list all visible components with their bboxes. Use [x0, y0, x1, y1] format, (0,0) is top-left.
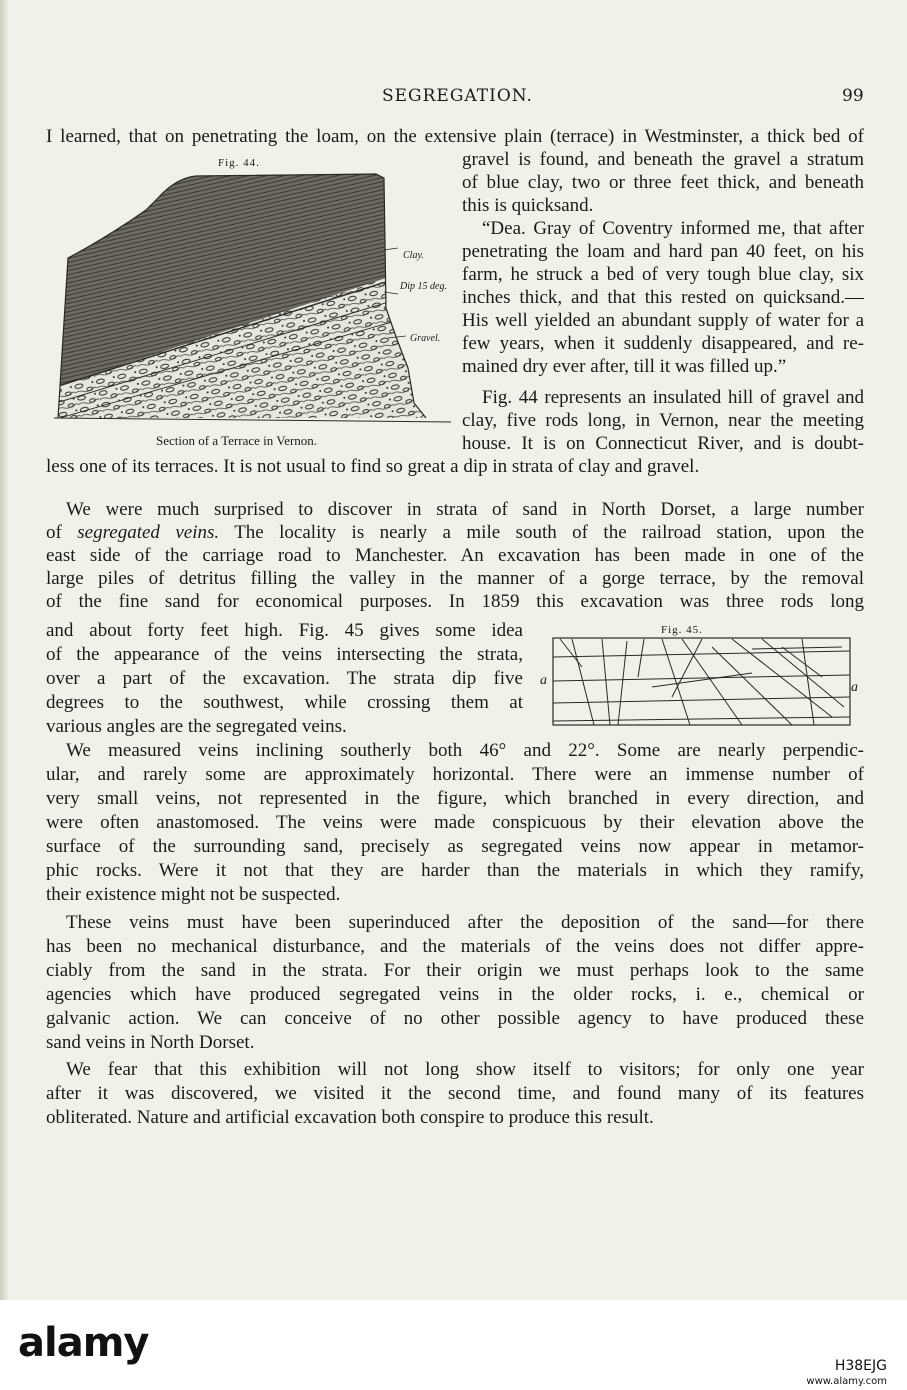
figure-45-label: Fig. 45.: [661, 624, 703, 636]
text-line: We fear that this exhibition will not long show itself to visitors; for only one year: [66, 1059, 864, 1080]
figure-44-label: Fig. 44.: [218, 157, 260, 169]
figure-45-vein-diagram: [552, 637, 852, 727]
figure-44-clay-label: Clay.: [403, 250, 424, 261]
page-number: 99: [842, 86, 864, 106]
text-line: We measured veins inclining southerly both 46° and 22°. Some are nearly perpendic-: [66, 740, 864, 761]
stock-watermark-bar: [0, 1300, 907, 1390]
watermark-url: www.alamy.com: [806, 1376, 887, 1387]
figure-44-dip-label: Dip 15 deg.: [400, 281, 447, 292]
text-line: His well yielded an abundant supply of water for a: [462, 310, 864, 331]
alamy-logo: alamy: [18, 1320, 149, 1366]
text-line: were often anastomosed. The veins were made conspicuous by their elevation above the: [46, 812, 864, 833]
figure-45-mark-left: a: [540, 673, 547, 688]
italic-term: segregated veins.: [77, 522, 220, 543]
page-header: [0, 86, 907, 110]
text-line: very small veins, not represented in the figure, which branched in every direction, and: [46, 788, 864, 809]
text-line: surface of the surrounding sand, precisely as segregated veins now appear in metamor-: [46, 836, 864, 857]
text-line: phic rocks. Were it not that they are harder than the materials in which they ramify,: [46, 860, 864, 881]
text-line: this is quicksand.: [462, 195, 594, 216]
text-line: We were much surprised to discover in strata of sand in North Dorset, a large number: [66, 499, 864, 520]
text-line: of blue clay, two or three feet thick, and beneath: [462, 172, 864, 193]
text-line: galvanic action. We can conceive of no other possible agency to have produced these: [46, 1008, 864, 1029]
text-line: has been no mechanical disturbance, and the materials of the veins does not differ appre-: [46, 936, 864, 957]
image-id: H38EJG: [834, 1358, 887, 1374]
text-line: [46, 521, 864, 545]
text-line: agencies which have produced segregated veins in the older rocks, i. e., chemical or: [46, 984, 864, 1005]
text-line: gravel is found, and beneath the gravel a stratum: [462, 149, 864, 170]
text-line: east side of the carriage road to Manchester. An excavation has been made in one of the: [46, 545, 864, 566]
text-line: various angles are the segregated veins.: [46, 716, 347, 737]
text-line: inches thick, and that this rested on quicksand.—: [462, 287, 864, 308]
text-line: Fig. 44 represents an insulated hill of gravel and: [482, 387, 864, 408]
figure-44-gravel-label: Gravel.: [410, 333, 441, 344]
text-line: less one of its terraces. It is not usual to find so great a dip in strata of clay and gravel.: [46, 456, 700, 477]
figure-44-terrace-section: [46, 168, 461, 430]
figure-45-mark-right: a: [851, 680, 858, 695]
text-line: large piles of detritus filling the valley in the manner of a gorge terrace, by the removal: [46, 568, 864, 589]
text-line: after it was discovered, we visited it the second time, and found many of its features: [46, 1083, 864, 1104]
text-line: their existence might not be suspected.: [46, 884, 341, 905]
text-line: obliterated. Nature and artificial excavation both conspire to produce this result.: [46, 1107, 654, 1128]
text-line: ciably from the sand in the strata. For their origin we must perhaps look to the same: [46, 960, 864, 981]
text-line: penetrating the loam and hard pan 40 feet, on his: [462, 241, 864, 262]
text-line: degrees to the southwest, while crossing them at: [46, 692, 523, 713]
text-line: few years, when it suddenly disappeared, and re-: [462, 333, 864, 354]
text-line: and about forty feet high. Fig. 45 gives some idea: [46, 620, 523, 641]
text-run: The locality is nearly a mile south of the railroad station, upon the: [219, 522, 864, 543]
text-line: farm, he struck a bed of very tough blue clay, six: [462, 264, 864, 285]
text-line: over a part of the excavation. The strata dip five: [46, 668, 523, 689]
text-line: ular, and rarely some are approximately horizontal. There were an immense number of: [46, 764, 864, 785]
text-line: of the fine sand for economical purposes. In 1859 this excavation was three rods long: [46, 591, 864, 612]
figure-44-caption: Section of a Terrace in Vernon.: [156, 433, 318, 448]
text-line: of the appearance of the veins intersecting the strata,: [46, 644, 523, 665]
text-line: “Dea. Gray of Coventry informed me, that after: [482, 218, 864, 239]
text-line: I learned, that on penetrating the loam, on the extensive plain (terrace) in Westminster, a thick bed of: [46, 126, 864, 147]
text-run: of: [46, 522, 78, 543]
text-line: sand veins in North Dorset.: [46, 1032, 255, 1053]
running-head: SEGREGATION.: [382, 86, 533, 106]
page-binding-shadow: [0, 0, 8, 1300]
text-line: These veins must have been superinduced after the deposition of the sand—for there: [66, 912, 864, 933]
text-line: mained dry ever after, till it was filled up.”: [462, 356, 787, 377]
text-line: house. It is on Connecticut River, and is doubt-: [462, 433, 864, 454]
text-line: clay, five rods long, in Vernon, near the meeting: [462, 410, 864, 431]
